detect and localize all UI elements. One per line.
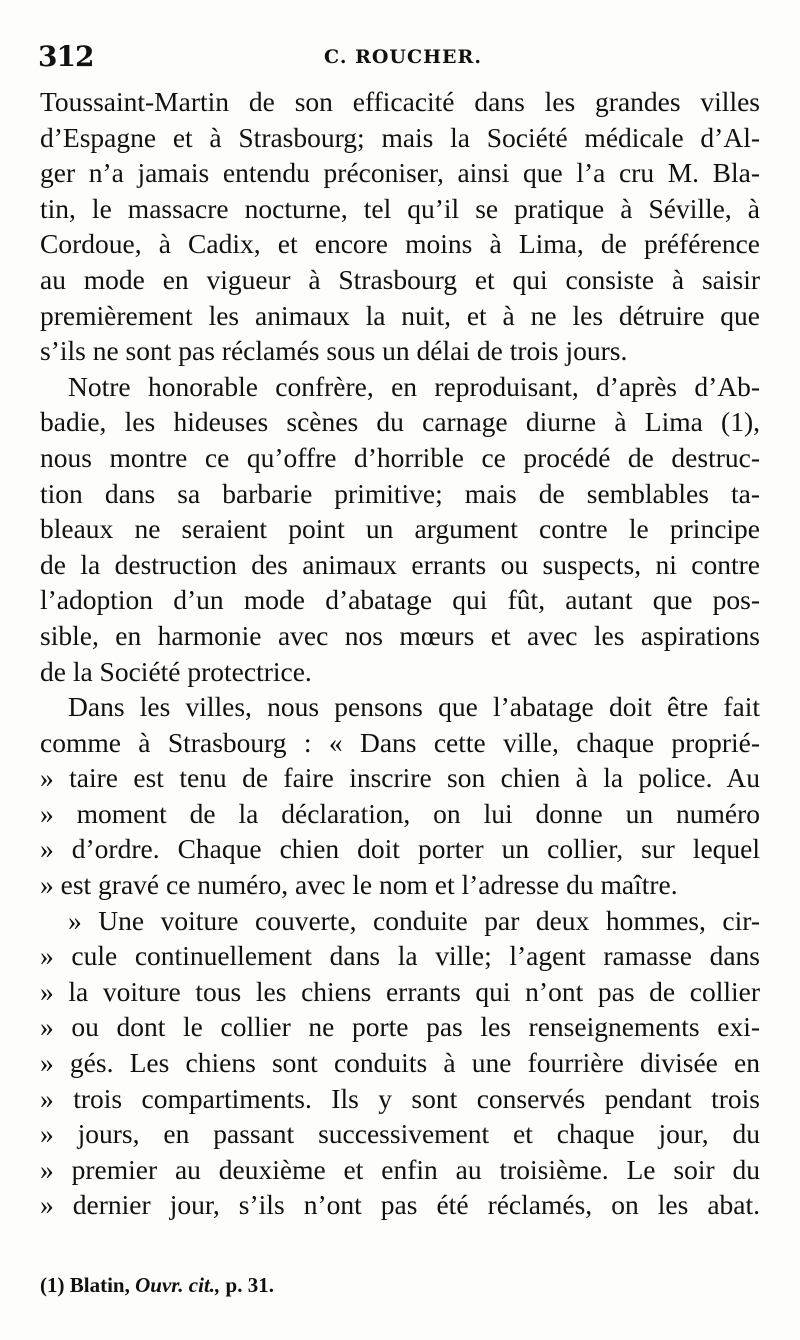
text-line: au mode en vigueur à Strasbourg et qui consiste à saisir	[40, 263, 760, 295]
text-line: sible, en harmonie avec nos mœurs et avec les aspirations	[40, 619, 760, 651]
footnote-author: Blatin,	[69, 1273, 130, 1297]
text-line: » ou dont le collier ne porte pas les renseignements exi-	[40, 1011, 760, 1043]
page-header	[38, 40, 768, 80]
footnote	[40, 1273, 760, 1298]
text-line: » Une voiture couverte, conduite par deux hommes, cir-	[68, 904, 760, 936]
text-line: d’Espagne et à Strasbourg; mais la Société médicale d’Al-	[40, 121, 760, 153]
text-line: de la Société protectrice.	[40, 655, 312, 687]
text-line: tion dans sa barbarie primitive; mais de semblables ta-	[40, 477, 760, 509]
text-line: » dernier jour, s’ils n’ont pas été réclamés, on les abat.	[40, 1189, 760, 1221]
text-line: » premier au deuxième et enfin au troisième. Le soir du	[40, 1153, 760, 1185]
text-line: » est gravé ce numéro, avec le nom et l’adresse du maître.	[40, 869, 678, 901]
footnote-page: p. 31.	[225, 1273, 274, 1297]
text-line: » moment de la déclaration, on lui donne un numéro	[40, 797, 760, 829]
text-line: nous montre ce qu’offre d’horrible ce procédé de destruc-	[40, 441, 760, 473]
footnote-marker: (1)	[40, 1273, 65, 1297]
text-line: Notre honorable confrère, en reproduisant, d’après d’Ab-	[68, 370, 760, 402]
text-line: tin, le massacre nocturne, tel qu’il se pratique à Séville, à	[40, 192, 760, 224]
text-line: » trois compartiments. Ils y sont conservés pendant trois	[40, 1082, 760, 1114]
text-line: comme à Strasbourg : « Dans cette ville, chaque proprié-	[40, 726, 760, 758]
page-number: 312	[38, 40, 94, 73]
text-line: » cule continuellement dans la ville; l’agent ramasse dans	[40, 940, 760, 972]
body-text	[40, 84, 760, 1223]
text-line: s’ils ne sont pas réclamés sous un délai de trois jours.	[40, 335, 628, 367]
text-line: badie, les hideuses scènes du carnage diurne à Lima (1),	[40, 406, 760, 438]
text-line: bleaux ne seraient point un argument contre le principe	[40, 513, 760, 545]
text-line: ger n’a jamais entendu préconiser, ainsi que l’a cru M. Bla-	[40, 157, 760, 189]
text-line: » jours, en passant successivement et chaque jour, du	[40, 1118, 760, 1150]
text-line: Dans les villes, nous pensons que l’abatage doit être fait	[68, 691, 760, 723]
text-line: Toussaint-Martin de son efficacité dans les grandes villes	[40, 86, 760, 117]
text-line: » gés. Les chiens sont conduits à une fourrière divisée en	[40, 1047, 760, 1079]
text-line: de la destruction des animaux errants ou suspects, ni contre	[40, 548, 760, 580]
text-line: » taire est tenu de faire inscrire son chien à la police. Au	[40, 762, 760, 794]
running-head: C. ROUCHER.	[324, 46, 482, 68]
footnote-title: Ouvr. cit.,	[135, 1273, 221, 1297]
text-line: premièrement les animaux la nuit, et à ne les détruire que	[40, 299, 760, 331]
text-line: Cordoue, à Cadix, et encore moins à Lima, de préférence	[40, 228, 760, 260]
text-line: l’adoption d’un mode d’abatage qui fût, autant que pos-	[40, 584, 760, 616]
text-line: » la voiture tous les chiens errants qui n’ont pas de collier	[40, 975, 760, 1007]
text-line: » d’ordre. Chaque chien doit porter un collier, sur lequel	[40, 833, 760, 865]
